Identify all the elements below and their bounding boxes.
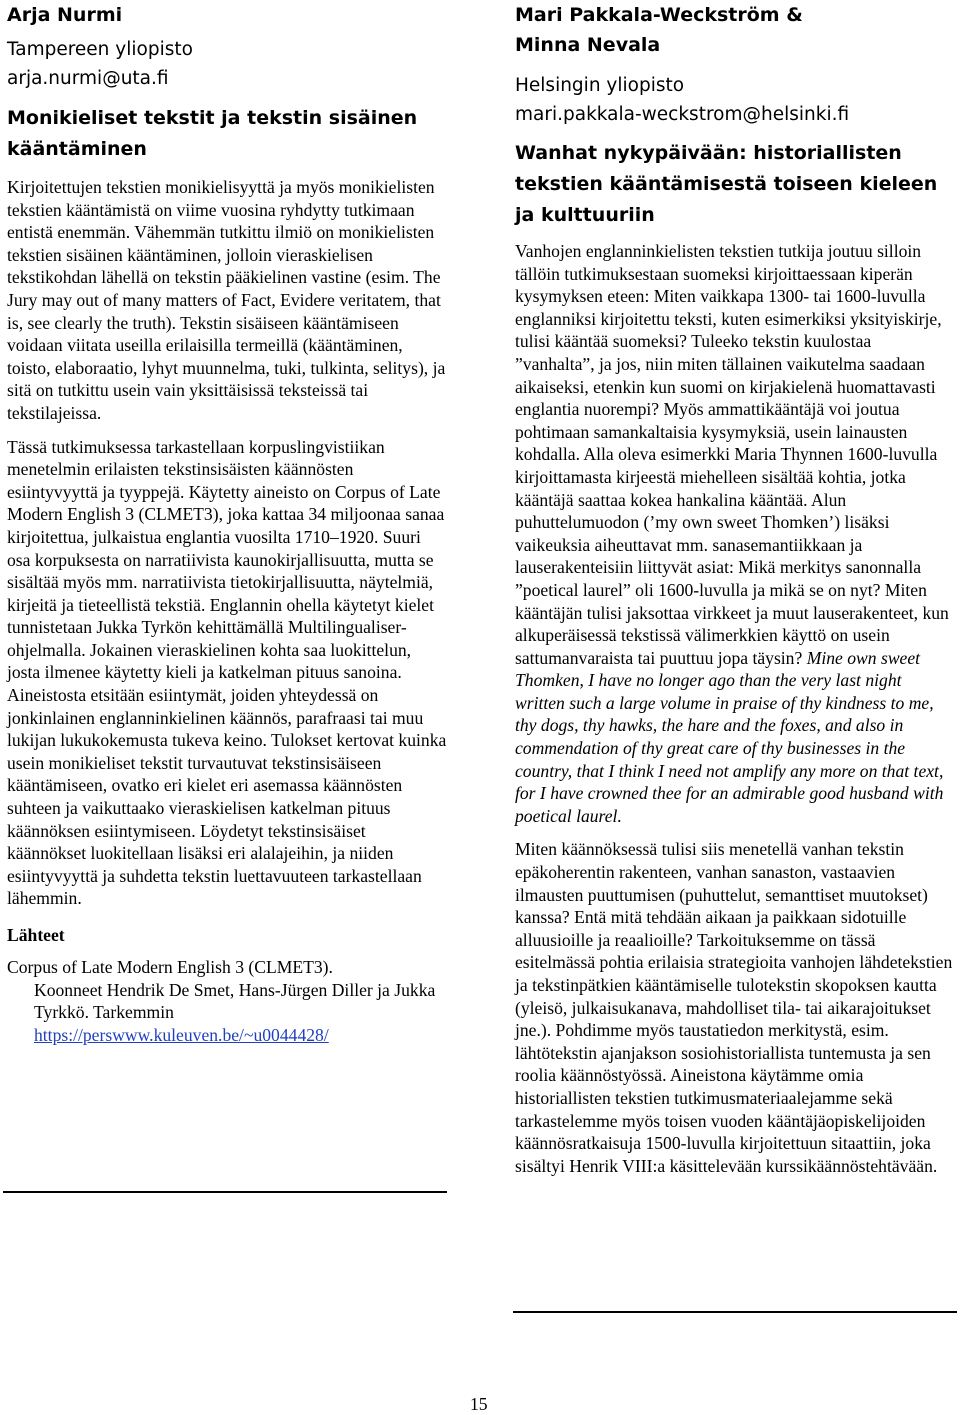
abstract-paragraph-1-text: Vanhojen englanninkielisten tekstien tutkija joutuu silloin tällöin tutkimuksestaan suomeksi kirjoittaessaan kiperän kysymyksen eteen: Miten vaikkapa 1300- tai 1600-luvulla englanniksi kirjoitettu teksti, kuten esimerkiksi yksityiskirje, tulisi kääntää suomeksi? Tuleeko tekstin kuulostaa ”vanhalta”, ja jos, niin miten tällainen vaikutelma saadaan aikaiseksi, etenkin kun suomi on kirjakielenä huomattavasti englantia nuorempi? Myös ammattikääntäjä voi joutua pohtimaan samankaltaisia kysymyksiä, usein lainausten kohdalla. Alla oleva esimerkki Maria Thynnen 1600-luvulla kirjoittamasta kirjeestä miehelleen sisältää kohtia, jotka kääntäjä saattaa kokea hankalina kääntää. Alun puhuttelumuodon (’my own sweet Thomken’) lisäksi vaikeuksia aiheuttavat mm. sanasemantiikkaan ja lauserakenteisiin liittyvät asiat: Mikä merkitys sanonnalla ”poetical laurel” oli 1600-luvulla ja mikä se on nyt? Miten kääntäjän tulisi jaksottaa virkkeet ja muut lauserakenteet, kun alkuperäisessä tekstissä välimerkkien käyttö on usein sattumanvaraista tai puuttuu jopa täysin? <box>515 241 949 668</box>
letter-quotation: Mine own sweet Thomken, I have no longer ago than the very last night written such a large volume in praise of thy kindness to me, thy dogs, thy hawks, the hare and the foxes, and also in commendation of thy great care of thy businesses in the country, that I think I need not amplify any more on that text, for I have crowned thee for an admirable good husband with poetical laurel. <box>515 647 944 826</box>
author-name: Arja Nurmi <box>7 4 123 26</box>
reference-text-2: Koonneet Hendrik De Smet, Hans-Jürgen Diller ja Jukka Tyrkkö. Tarkemmin <box>34 979 436 1023</box>
right-column <box>515 0 953 1177</box>
author-affiliation: Tampereen yliopisto <box>7 39 193 60</box>
left-column <box>7 0 447 1046</box>
reference-entry <box>7 956 447 1046</box>
abstract-paragraph-1: Kirjoitettujen tekstien monikielisyyttä ja myös monikielisten tekstien kääntämistä on viime vuosina ryhdytty tutkimaan entistä enemmän. Vähemmän tutkittu ilmiö on monikielisten tekstien sisäinen kääntäminen, jolloin vieraskielisen tekstikohdan lähellä on tekstin pääkielinen vastine (esim. The Jury may out of many matters of Fact, Evidere veritatem, that is, see clearly the truth). Tekstin sisäiseen kääntämiseen voidaan viitata useilla erilaisilla termeillä (kääntäminen, toisto, elaboraatio, lyhyt muunnelma, tuki, tulkinta, selitys), ja sitä on tutkittu usein vain yksittäisissä teksteissä tai tekstilajeissa. <box>7 177 446 423</box>
left-column-divider <box>3 1191 447 1193</box>
abstract-paragraph-2: Tässä tutkimuksessa tarkastellaan korpuslingvistiikan menetelmin erilaisten tekstinsisäisten käännösten esiintyvyyttä ja tyyppejä. Käytetty aineisto on Corpus of Late Modern English 3 (CLMET3), joka kattaa 34 miljoonaa sanaa kirjoitettua, julkaistua englantia vuosilta 1710–1920. Suuri osa korpuksesta on narratiivista kaunokirjallisuutta, mutta se sisältää myös mm. narratiivista tietokirjallisuutta, näytelmiä, kirjeitä ja tieteellistä tekstiä. Englannin ohella käytetyt kielet tunnistetaan Jukka Tyrkön kehittämällä Multilingualiser-ohjelmalla. Jokainen vieraskielinen kohta saa luokittelun, josta ilmenee käytetty kieli ja katkelman pituus sanoina. Aineistosta etsitään esiintymät, joiden yhteydessä on jonkinlainen englanninkielinen käännös, parafraasi tai muu lukijan lukukokemusta tukeva keino. Tulokset kertovat kuinka usein monikieliset tekstit turvautuvat tekstinsisäiseen kääntämiseen, ovatko eri kielet eri asemassa käännösten suhteen ja vaikuttaako vieraskielisen katkelman pituus käännöksen esiintymiseen. Löydetyt tekstinsisäiset käännökset luokitellaan lisäksi eri alalajeihin, ja niiden esiintyvyyttä ja suhdetta tekstin luettavuuteen tarkastellaan lähemmin. <box>7 436 447 909</box>
right-column-divider <box>513 1311 957 1313</box>
page-number: 15 <box>470 1394 488 1414</box>
author-names-line-1: Mari Pakkala-Weckström & <box>515 4 803 26</box>
abstract-title: Wanhat nykypäivään: historiallisten tekstien kääntämisestä toiseen kieleen ja kulttuuriin <box>515 142 938 226</box>
references-heading: Lähteet <box>7 925 65 945</box>
abstract-title: Monikieliset tekstit ja tekstin sisäinen kääntäminen <box>7 107 418 160</box>
reference-text-1: Corpus of Late Modern English 3 (CLMET3). <box>7 957 333 977</box>
reference-link[interactable]: https://perswww.kuleuven.be/~u0044428/ <box>34 1024 329 1045</box>
author-affiliation: Helsingin yliopisto <box>515 75 685 96</box>
author-email: mari.pakkala-weckstrom@helsinki.fi <box>515 104 850 125</box>
author-email: arja.nurmi@uta.fi <box>7 68 169 89</box>
author-names-line-2: Minna Nevala <box>515 34 661 56</box>
abstract-paragraph-1 <box>515 240 953 827</box>
abstract-paragraph-2: Miten käännöksessä tulisi siis menetellä vanhan tekstin epäkoherentin rakenteen, vanhan sanaston, vastaavien ilmausten puuttumisen (puhuttelut, semanttiset muutokset) kanssa? Entä mitä tehdään aikaan ja paikkaan sidotuille alluusioille ja reaalioille? Tarkoituksemme on tässä esitelmässä pohtia erilaisia strategioita vanhojen lähdetekstien ja tekstinpätkien kääntämiselle tulotekstin skopoksen kautta (yleisö, julkaisukanava, mahdolliset tila- tai aikarajoitukset jne.). Pohdimme myös taustatiedon merkitystä, esim. lähtötekstin ajanjakson sosiohistoriallista tuntemusta ja sen roolia käännöstyössä. Aineistona käytämme omia historiallisten tekstien tutkimusmateriaalejamme sekä tarkastelemme myös toisen vuoden kääntäjäopiskelijoiden käännösratkaisuja 1500-luvulla kirjoitettuun sitaattiin, joka sisältyi Henrik VIII:a käsittelevään kurssikäännöstehtävään. <box>515 839 953 1176</box>
